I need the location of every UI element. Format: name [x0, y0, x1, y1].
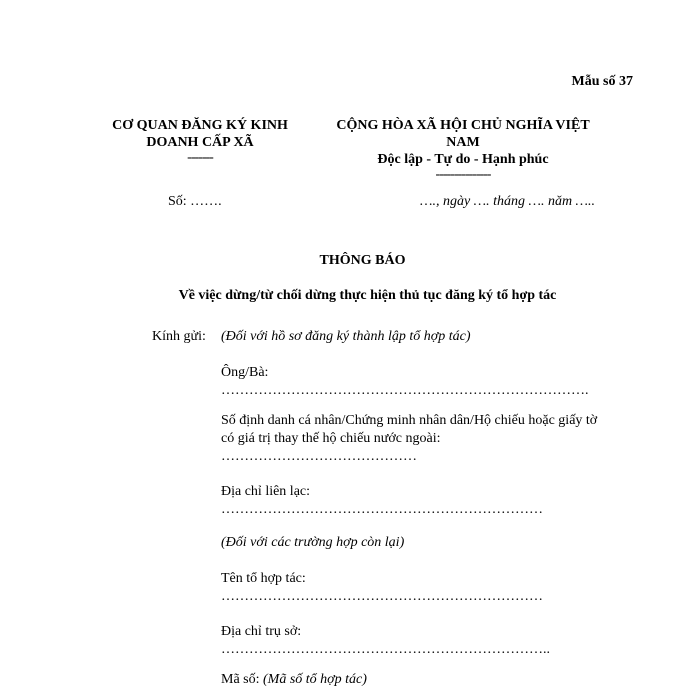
national-motto: Độc lập - Tự do - Hạnh phúc: [377, 152, 549, 167]
field-personal-id: [221, 412, 641, 466]
personal-id-label-line-1: Số định danh cá nhân/Chứng minh nhân dân/Hộ chiếu hoặc giấy tờ: [221, 413, 598, 428]
field-group-name: [221, 570, 641, 606]
group-name-label: Tên tổ hợp tác:: [221, 571, 306, 586]
other-cases-note: (Đối với các trường hợp còn lại): [221, 535, 405, 550]
head-office-blank: ……………………………………………………………..: [221, 642, 550, 657]
document-title: THÔNG BÁO: [319, 253, 406, 268]
document-number: Số: …….: [168, 194, 222, 209]
issuing-agency-header: [100, 117, 300, 165]
national-header: [318, 117, 608, 182]
field-contact-address: [221, 483, 641, 519]
ong-ba-label: Ông/Bà:: [221, 365, 269, 380]
field-ong-ba: [221, 364, 641, 400]
recipient-note: (Đối với hồ sơ đăng ký thành lập tổ hợp tác): [221, 329, 471, 344]
nation-line-2: NAM: [446, 135, 480, 150]
personal-id-label-line-2: có giá trị thay thế hộ chiếu nước ngoài:: [221, 431, 441, 446]
form-number: Mẫu số 37: [571, 74, 633, 89]
document-date: …., ngày …. tháng …. năm …..: [420, 194, 596, 209]
code-note: (Mã số tổ hợp tác): [263, 672, 367, 687]
code-label: Mã số:: [221, 672, 260, 687]
agency-divider: -------: [187, 150, 213, 165]
nation-line-1: CỘNG HÒA XÃ HỘI CHỦ NGHĨA VIỆT: [336, 118, 590, 133]
ong-ba-blank: …………………………………………………………………….: [221, 383, 589, 398]
field-code: [221, 671, 641, 689]
recipient-label: Kính gửi:: [152, 329, 206, 344]
document-subtitle: Về việc dừng/từ chối dừng thực hiện thủ tục đăng ký tổ hợp tác: [178, 288, 557, 303]
agency-line-2: DOANH CẤP XÃ: [146, 135, 254, 150]
agency-line-1: CƠ QUAN ĐĂNG KÝ KINH: [112, 118, 288, 133]
personal-id-blank: ……………………………………: [221, 449, 417, 464]
contact-address-blank: ……………………………………………………………: [221, 502, 543, 517]
head-office-label: Địa chỉ trụ sở:: [221, 624, 302, 639]
nation-divider: ---------------: [435, 167, 491, 182]
field-head-office: [221, 623, 641, 659]
group-name-blank: ……………………………………………………………: [221, 589, 543, 604]
contact-address-label: Địa chỉ liên lạc:: [221, 484, 311, 499]
